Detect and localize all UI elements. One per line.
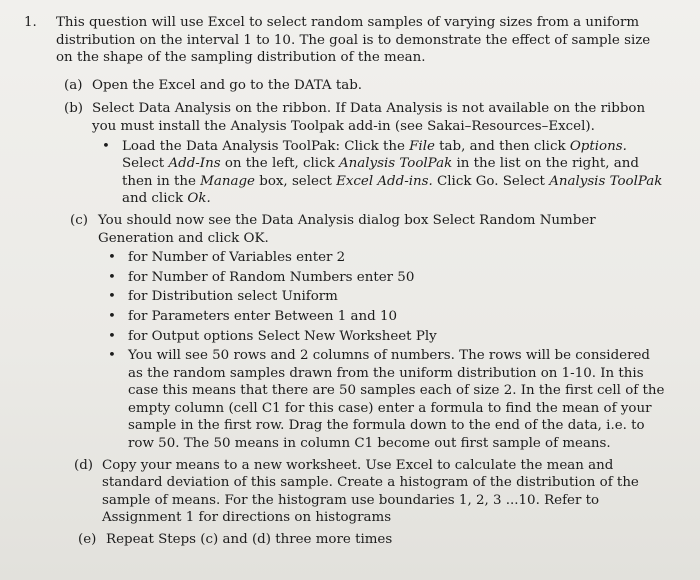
part-b (24, 100, 666, 208)
part-b-label: (b) (64, 101, 84, 117)
part-a-label: (a) (64, 77, 83, 93)
list-item: • for Output options Select New Worksheet Ply (108, 328, 437, 344)
list-item: • for Parameters enter Between 1 and 10 (108, 308, 398, 324)
part-d-label: (d) (74, 457, 94, 473)
list-item: • for Distribution select Uniform (108, 289, 338, 305)
part-a (24, 77, 666, 95)
list-item (92, 138, 666, 208)
bullet-glyph: • (102, 138, 110, 154)
part-d (24, 457, 666, 527)
part-d-text: Copy your means to a new worksheet. Use Excel to calculate the mean and standard deviation of this sample. Create a histogram of the distribution of the sample of means. For the histogram use boundaries 1, 2, 3 ...10. Refer to Assignment 1 for directions on histograms (102, 457, 639, 526)
list-item: • for Number of Variables enter 2 (108, 250, 346, 266)
list-item: • for Number of Random Numbers enter 50 (108, 269, 415, 285)
part-e (24, 531, 666, 549)
list-item: • You will see 50 rows and 2 columns of numbers. The rows will be considered as the random samples drawn from the uniform distribution on 1-10. In this case this means that there are 50 samples each of size 2. In the first cell of the empty column (cell C1 for this case) enter a formula to find the mean of your sample in the first row. Drag the formula down to the end of the data, i.e. to row 50. The 50 means in column C1 become out first sample of means. (108, 348, 665, 452)
part-c-bullets (98, 249, 666, 453)
part-a-text: Open the Excel and go to the DATA tab. (92, 77, 363, 93)
part-c-text: You should now see the Data Analysis dialog box Select Random Number Generation and click OK. (98, 212, 596, 246)
part-b-text: Select Data Analysis on the ribbon. If Data Analysis is not available on the ribbon you must install the Analysis Toolpak add-in (see Sakai–Resources–Excel). (92, 101, 646, 134)
toolpak-instructions: Load the Data Analysis ToolPak: Click the File tab, and then click Options. Select Add-Ins on the left, click Analysis ToolPak in the list on the right, and then in the Manage box, select Excel Add-ins. Click Go. Select Analysis ToolPak and click Ok. (122, 138, 663, 207)
part-e-text: Repeat Steps (c) and (d) three more times (106, 532, 393, 548)
part-c (24, 212, 666, 453)
part-c-label: (c) (70, 212, 88, 228)
question-intro: This question will use Excel to select random samples of varying sizes from a uniform distribution on the interval 1 to 10. The goal is to demonstrate the effect of sample size on the shape of the sampling distribution of the mean. (56, 15, 651, 66)
question-1 (24, 14, 666, 67)
part-e-label: (e) (78, 532, 97, 548)
question-number: 1. (24, 15, 37, 30)
part-b-bullets (92, 138, 666, 208)
